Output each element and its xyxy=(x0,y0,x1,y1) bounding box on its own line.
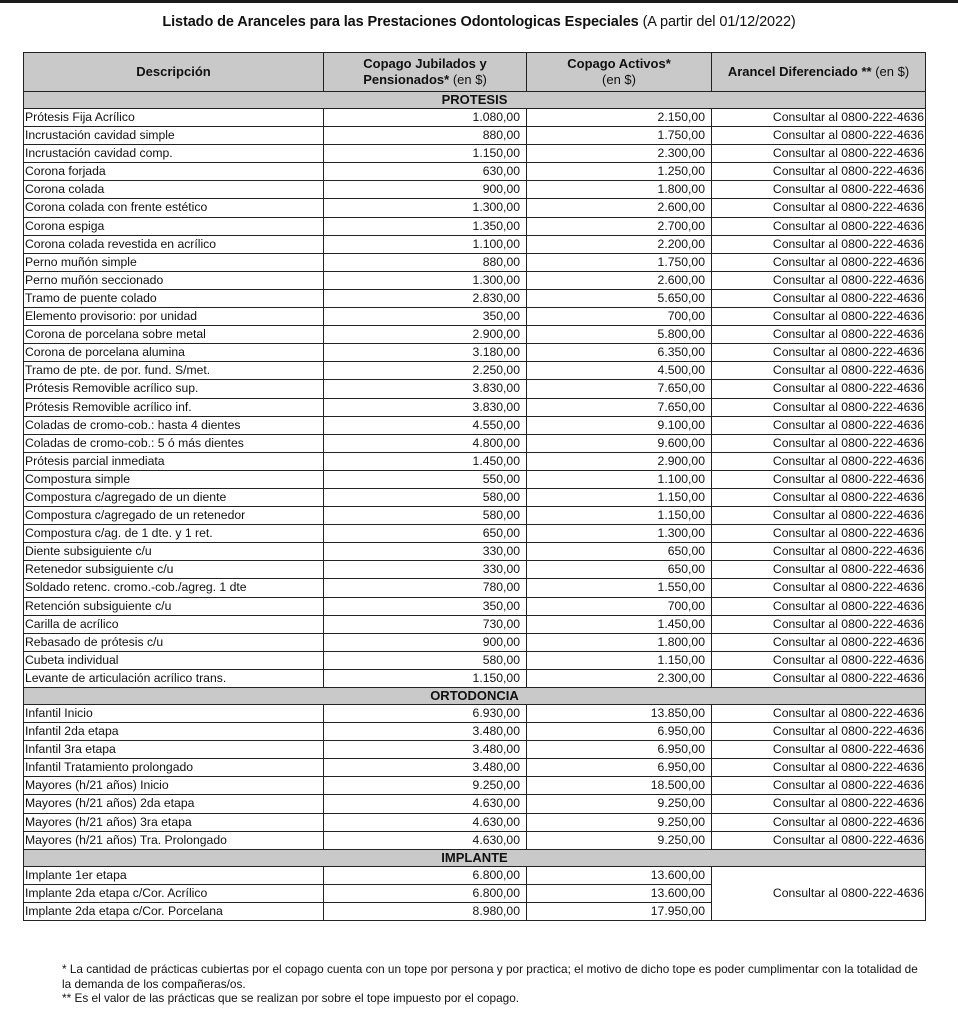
cell-description: Corona colada con frente estético xyxy=(24,199,324,217)
cell-description: Mayores (h/21 años) 3ra etapa xyxy=(24,813,324,831)
cell-copago-activos: 1.750,00 xyxy=(527,127,712,145)
table-row xyxy=(24,470,926,488)
cell-copago-activos: 2.150,00 xyxy=(527,109,712,127)
cell-copago-jubilados: 4.630,00 xyxy=(324,813,527,831)
cell-description: Incrustación cavidad comp. xyxy=(24,145,324,163)
cell-copago-activos: 700,00 xyxy=(527,308,712,326)
cell-copago-jubilados: 2.900,00 xyxy=(324,326,527,344)
cell-copago-activos: 7.650,00 xyxy=(527,398,712,416)
table-row xyxy=(24,380,926,398)
cell-copago-jubilados: 2.250,00 xyxy=(324,362,527,380)
cell-description: Perno muñón simple xyxy=(24,253,324,271)
cell-copago-activos: 13.850,00 xyxy=(527,705,712,723)
cell-description: Prótesis Fija Acrílico xyxy=(24,109,324,127)
cell-copago-activos: 1.250,00 xyxy=(527,163,712,181)
table-row xyxy=(24,344,926,362)
cell-arancel-diferenciado: Consultar al 0800-222-4636 xyxy=(712,543,926,561)
cell-copago-activos: 2.600,00 xyxy=(527,199,712,217)
cell-arancel-diferenciado: Consultar al 0800-222-4636 xyxy=(712,813,926,831)
table-row xyxy=(24,181,926,199)
cell-copago-activos: 2.300,00 xyxy=(527,669,712,687)
cell-copago-activos: 13.600,00 xyxy=(527,866,712,884)
table-row xyxy=(24,507,926,525)
cell-copago-activos: 1.150,00 xyxy=(527,651,712,669)
cell-copago-activos: 7.650,00 xyxy=(527,380,712,398)
table-row xyxy=(24,145,926,163)
cell-copago-jubilados: 330,00 xyxy=(324,543,527,561)
cell-copago-jubilados: 6.800,00 xyxy=(324,884,527,902)
cell-description: Tramo de puente colado xyxy=(24,289,324,307)
cell-copago-jubilados: 1.080,00 xyxy=(324,109,527,127)
cell-copago-jubilados: 6.800,00 xyxy=(324,866,527,884)
cell-arancel-diferenciado: Consultar al 0800-222-4636 xyxy=(712,705,926,723)
table-row xyxy=(24,723,926,741)
table-row xyxy=(24,777,926,795)
cell-copago-jubilados: 2.830,00 xyxy=(324,289,527,307)
table-row xyxy=(24,326,926,344)
cell-copago-activos: 9.250,00 xyxy=(527,831,712,849)
cell-arancel-diferenciado: Consultar al 0800-222-4636 xyxy=(712,741,926,759)
table-row xyxy=(24,235,926,253)
cell-description: Infantil Tratamiento prolongado xyxy=(24,759,324,777)
cell-arancel-diferenciado: Consultar al 0800-222-4636 xyxy=(712,470,926,488)
cell-description: Soldado retenc. cromo.-cob./agreg. 1 dte xyxy=(24,579,324,597)
cell-copago-jubilados: 4.630,00 xyxy=(324,831,527,849)
cell-description: Mayores (h/21 años) Inicio xyxy=(24,777,324,795)
cell-copago-activos: 6.950,00 xyxy=(527,759,712,777)
cell-copago-activos: 650,00 xyxy=(527,543,712,561)
cell-arancel-diferenciado: Consultar al 0800-222-4636 xyxy=(712,561,926,579)
table-row xyxy=(24,308,926,326)
cell-description: Diente subsiguiente c/u xyxy=(24,543,324,561)
cell-arancel-diferenciado: Consultar al 0800-222-4636 xyxy=(712,777,926,795)
cell-copago-activos: 9.250,00 xyxy=(527,795,712,813)
footnote-1: * La cantidad de prácticas cubiertas por el copago cuenta con un tope por persona y por practica; el motivo de dicho tope es poder cumplimentar con la totalidad de la demanda de los compañeras/os. xyxy=(62,962,918,991)
header-copago-activos: Copago Activos* (en $) xyxy=(527,53,712,92)
cell-copago-jubilados: 900,00 xyxy=(324,181,527,199)
cell-arancel-diferenciado: Consultar al 0800-222-4636 xyxy=(712,235,926,253)
table-row xyxy=(24,398,926,416)
cell-copago-activos: 700,00 xyxy=(527,597,712,615)
cell-copago-jubilados: 550,00 xyxy=(324,470,527,488)
cell-copago-activos: 1.550,00 xyxy=(527,579,712,597)
page-title xyxy=(0,14,958,30)
table-row xyxy=(24,163,926,181)
cell-arancel-diferenciado: Consultar al 0800-222-4636 xyxy=(712,163,926,181)
cell-copago-jubilados: 780,00 xyxy=(324,579,527,597)
cell-arancel-diferenciado: Consultar al 0800-222-4636 xyxy=(712,488,926,506)
table-row xyxy=(24,579,926,597)
cell-description: Corona forjada xyxy=(24,163,324,181)
cell-copago-activos: 2.600,00 xyxy=(527,271,712,289)
cell-description: Compostura simple xyxy=(24,470,324,488)
cell-copago-jubilados: 350,00 xyxy=(324,597,527,615)
cell-copago-jubilados: 1.450,00 xyxy=(324,452,527,470)
header-arancel-diferenciado: Arancel Diferenciado ** (en $) xyxy=(712,53,926,92)
section-row-protesis xyxy=(24,92,926,109)
cell-copago-jubilados: 350,00 xyxy=(324,308,527,326)
cell-arancel-diferenciado: Consultar al 0800-222-4636 xyxy=(712,380,926,398)
cell-copago-activos: 1.100,00 xyxy=(527,470,712,488)
cell-copago-jubilados: 1.150,00 xyxy=(324,669,527,687)
cell-copago-jubilados: 330,00 xyxy=(324,561,527,579)
cell-copago-activos: 9.250,00 xyxy=(527,813,712,831)
cell-description: Levante de articulación acrílico trans. xyxy=(24,669,324,687)
cell-description: Corona de porcelana alumina xyxy=(24,344,324,362)
table-row xyxy=(24,741,926,759)
cell-copago-jubilados: 880,00 xyxy=(324,127,527,145)
section-title: IMPLANTE xyxy=(24,849,926,866)
cell-arancel-diferenciado: Consultar al 0800-222-4636 xyxy=(712,109,926,127)
cell-copago-jubilados: 580,00 xyxy=(324,488,527,506)
cell-copago-jubilados: 6.930,00 xyxy=(324,705,527,723)
cell-copago-jubilados: 3.180,00 xyxy=(324,344,527,362)
cell-arancel-diferenciado: Consultar al 0800-222-4636 xyxy=(712,579,926,597)
table-row xyxy=(24,561,926,579)
table-row xyxy=(24,813,926,831)
cell-arancel-diferenciado: Consultar al 0800-222-4636 xyxy=(712,362,926,380)
cell-copago-activos: 5.650,00 xyxy=(527,289,712,307)
cell-description: Compostura c/ag. de 1 dte. y 1 ret. xyxy=(24,525,324,543)
section-row-ortodoncia xyxy=(24,688,926,705)
cell-description: Incrustación cavidad simple xyxy=(24,127,324,145)
table-row xyxy=(24,488,926,506)
cell-copago-activos: 17.950,00 xyxy=(527,902,712,920)
cell-copago-jubilados: 1.350,00 xyxy=(324,217,527,235)
cell-copago-activos: 1.800,00 xyxy=(527,633,712,651)
footnotes xyxy=(62,962,922,1006)
cell-description: Implante 2da etapa c/Cor. Acrílico xyxy=(24,884,324,902)
cell-copago-jubilados: 1.150,00 xyxy=(324,145,527,163)
cell-description: Rebasado de prótesis c/u xyxy=(24,633,324,651)
cell-copago-activos: 1.150,00 xyxy=(527,488,712,506)
table-row xyxy=(24,597,926,615)
table-row xyxy=(24,651,926,669)
cell-copago-activos: 18.500,00 xyxy=(527,777,712,795)
cell-arancel-diferenciado: Consultar al 0800-222-4636 xyxy=(712,452,926,470)
header-copago-jubilados: Copago Jubilados y Pensionados* (en $) xyxy=(324,53,527,92)
table-row xyxy=(24,434,926,452)
cell-arancel-diferenciado: Consultar al 0800-222-4636 xyxy=(712,271,926,289)
table-row xyxy=(24,271,926,289)
cell-description: Prótesis Removible acrílico sup. xyxy=(24,380,324,398)
tariff-table xyxy=(23,52,926,921)
cell-description: Tramo de pte. de por. fund. S/met. xyxy=(24,362,324,380)
cell-arancel-diferenciado: Consultar al 0800-222-4636 xyxy=(712,289,926,307)
cell-arancel-diferenciado: Consultar al 0800-222-4636 xyxy=(712,651,926,669)
cell-arancel-diferenciado: Consultar al 0800-222-4636 xyxy=(712,217,926,235)
cell-arancel-diferenciado: Consultar al 0800-222-4636 xyxy=(712,434,926,452)
cell-description: Compostura c/agregado de un diente xyxy=(24,488,324,506)
cell-copago-jubilados: 8.980,00 xyxy=(324,902,527,920)
table-row xyxy=(24,452,926,470)
table-row xyxy=(24,416,926,434)
top-border xyxy=(0,0,958,3)
cell-description: Retención subsiguiente c/u xyxy=(24,597,324,615)
cell-description: Retenedor subsiguiente c/u xyxy=(24,561,324,579)
cell-arancel-diferenciado: Consultar al 0800-222-4636 xyxy=(712,145,926,163)
cell-description: Corona de porcelana sobre metal xyxy=(24,326,324,344)
cell-copago-jubilados: 1.100,00 xyxy=(324,235,527,253)
cell-copago-jubilados: 3.480,00 xyxy=(324,723,527,741)
cell-copago-activos: 9.100,00 xyxy=(527,416,712,434)
section-title: ORTODONCIA xyxy=(24,688,926,705)
table-row xyxy=(24,217,926,235)
cell-copago-activos: 2.300,00 xyxy=(527,145,712,163)
cell-arancel-diferenciado: Consultar al 0800-222-4636 xyxy=(712,507,926,525)
table-row xyxy=(24,831,926,849)
table-header-row xyxy=(24,53,926,92)
cell-copago-jubilados: 3.830,00 xyxy=(324,398,527,416)
cell-copago-jubilados: 9.250,00 xyxy=(324,777,527,795)
table-row xyxy=(24,127,926,145)
cell-arancel-diferenciado: Consultar al 0800-222-4636 xyxy=(712,398,926,416)
table-row xyxy=(24,669,926,687)
cell-copago-jubilados: 4.630,00 xyxy=(324,795,527,813)
cell-copago-activos: 2.900,00 xyxy=(527,452,712,470)
table-row xyxy=(24,199,926,217)
cell-arancel-diferenciado: Consultar al 0800-222-4636 xyxy=(712,181,926,199)
cell-arancel-diferenciado: Consultar al 0800-222-4636 xyxy=(712,759,926,777)
table-row xyxy=(24,362,926,380)
table-body xyxy=(24,92,926,921)
cell-description: Implante 2da etapa c/Cor. Porcelana xyxy=(24,902,324,920)
cell-copago-jubilados: 630,00 xyxy=(324,163,527,181)
cell-copago-activos: 1.150,00 xyxy=(527,507,712,525)
table-row xyxy=(24,525,926,543)
cell-arancel-diferenciado: Consultar al 0800-222-4636 xyxy=(712,831,926,849)
cell-arancel-diferenciado: Consultar al 0800-222-4636 xyxy=(712,866,926,920)
cell-description: Corona colada revestida en acrílico xyxy=(24,235,324,253)
cell-copago-activos: 1.800,00 xyxy=(527,181,712,199)
section-title: PROTESIS xyxy=(24,92,926,109)
table-row xyxy=(24,543,926,561)
cell-arancel-diferenciado: Consultar al 0800-222-4636 xyxy=(712,615,926,633)
table-row xyxy=(24,866,926,884)
cell-copago-activos: 6.950,00 xyxy=(527,741,712,759)
cell-copago-activos: 1.750,00 xyxy=(527,253,712,271)
cell-description: Infantil Inicio xyxy=(24,705,324,723)
cell-arancel-diferenciado: Consultar al 0800-222-4636 xyxy=(712,723,926,741)
cell-arancel-diferenciado: Consultar al 0800-222-4636 xyxy=(712,669,926,687)
cell-copago-jubilados: 650,00 xyxy=(324,525,527,543)
cell-copago-activos: 9.600,00 xyxy=(527,434,712,452)
cell-arancel-diferenciado: Consultar al 0800-222-4636 xyxy=(712,199,926,217)
cell-description: Corona espiga xyxy=(24,217,324,235)
cell-arancel-diferenciado: Consultar al 0800-222-4636 xyxy=(712,416,926,434)
cell-description: Carilla de acrílico xyxy=(24,615,324,633)
cell-copago-jubilados: 1.300,00 xyxy=(324,271,527,289)
title-main: Listado de Aranceles para las Prestaciones Odontologicas Especiales xyxy=(162,14,639,30)
cell-description: Coladas de cromo-cob.: 5 ó más dientes xyxy=(24,434,324,452)
cell-copago-jubilados: 880,00 xyxy=(324,253,527,271)
cell-arancel-diferenciado: Consultar al 0800-222-4636 xyxy=(712,633,926,651)
cell-copago-jubilados: 3.480,00 xyxy=(324,741,527,759)
cell-arancel-diferenciado: Consultar al 0800-222-4636 xyxy=(712,127,926,145)
section-row-implante xyxy=(24,849,926,866)
cell-copago-jubilados: 3.830,00 xyxy=(324,380,527,398)
cell-arancel-diferenciado: Consultar al 0800-222-4636 xyxy=(712,326,926,344)
cell-description: Prótesis Removible acrílico inf. xyxy=(24,398,324,416)
table-row xyxy=(24,615,926,633)
title-date: (A partir del 01/12/2022) xyxy=(642,14,796,30)
cell-arancel-diferenciado: Consultar al 0800-222-4636 xyxy=(712,795,926,813)
cell-arancel-diferenciado: Consultar al 0800-222-4636 xyxy=(712,525,926,543)
cell-copago-jubilados: 1.300,00 xyxy=(324,199,527,217)
cell-copago-jubilados: 580,00 xyxy=(324,651,527,669)
cell-copago-jubilados: 4.800,00 xyxy=(324,434,527,452)
cell-copago-activos: 6.350,00 xyxy=(527,344,712,362)
cell-description: Cubeta individual xyxy=(24,651,324,669)
cell-description: Coladas de cromo-cob.: hasta 4 dientes xyxy=(24,416,324,434)
header-description: Descripción xyxy=(24,53,324,92)
table-row xyxy=(24,705,926,723)
cell-copago-jubilados: 730,00 xyxy=(324,615,527,633)
cell-copago-jubilados: 4.550,00 xyxy=(324,416,527,434)
table-row xyxy=(24,253,926,271)
cell-copago-jubilados: 580,00 xyxy=(324,507,527,525)
cell-description: Compostura c/agregado de un retenedor xyxy=(24,507,324,525)
cell-description: Corona colada xyxy=(24,181,324,199)
cell-arancel-diferenciado: Consultar al 0800-222-4636 xyxy=(712,253,926,271)
cell-arancel-diferenciado: Consultar al 0800-222-4636 xyxy=(712,308,926,326)
cell-copago-activos: 2.200,00 xyxy=(527,235,712,253)
table-row xyxy=(24,633,926,651)
cell-description: Infantil 3ra etapa xyxy=(24,741,324,759)
cell-description: Perno muñón seccionado xyxy=(24,271,324,289)
cell-copago-activos: 6.950,00 xyxy=(527,723,712,741)
table-row xyxy=(24,795,926,813)
cell-copago-activos: 2.700,00 xyxy=(527,217,712,235)
cell-description: Infantil 2da etapa xyxy=(24,723,324,741)
cell-description: Prótesis parcial inmediata xyxy=(24,452,324,470)
table-row xyxy=(24,289,926,307)
cell-arancel-diferenciado: Consultar al 0800-222-4636 xyxy=(712,344,926,362)
cell-arancel-diferenciado: Consultar al 0800-222-4636 xyxy=(712,597,926,615)
cell-description: Mayores (h/21 años) 2da etapa xyxy=(24,795,324,813)
cell-copago-activos: 1.450,00 xyxy=(527,615,712,633)
footnote-2: ** Es el valor de las prácticas que se realizan por sobre el tope impuesto por el copago. xyxy=(62,991,520,1005)
cell-copago-activos: 650,00 xyxy=(527,561,712,579)
cell-copago-activos: 13.600,00 xyxy=(527,884,712,902)
table-row xyxy=(24,759,926,777)
cell-copago-activos: 1.300,00 xyxy=(527,525,712,543)
cell-description: Elemento provisorio: por unidad xyxy=(24,308,324,326)
table-row xyxy=(24,109,926,127)
cell-copago-jubilados: 3.480,00 xyxy=(324,759,527,777)
cell-copago-activos: 5.800,00 xyxy=(527,326,712,344)
cell-copago-activos: 4.500,00 xyxy=(527,362,712,380)
cell-description: Implante 1er etapa xyxy=(24,866,324,884)
cell-copago-jubilados: 900,00 xyxy=(324,633,527,651)
cell-description: Mayores (h/21 años) Tra. Prolongado xyxy=(24,831,324,849)
